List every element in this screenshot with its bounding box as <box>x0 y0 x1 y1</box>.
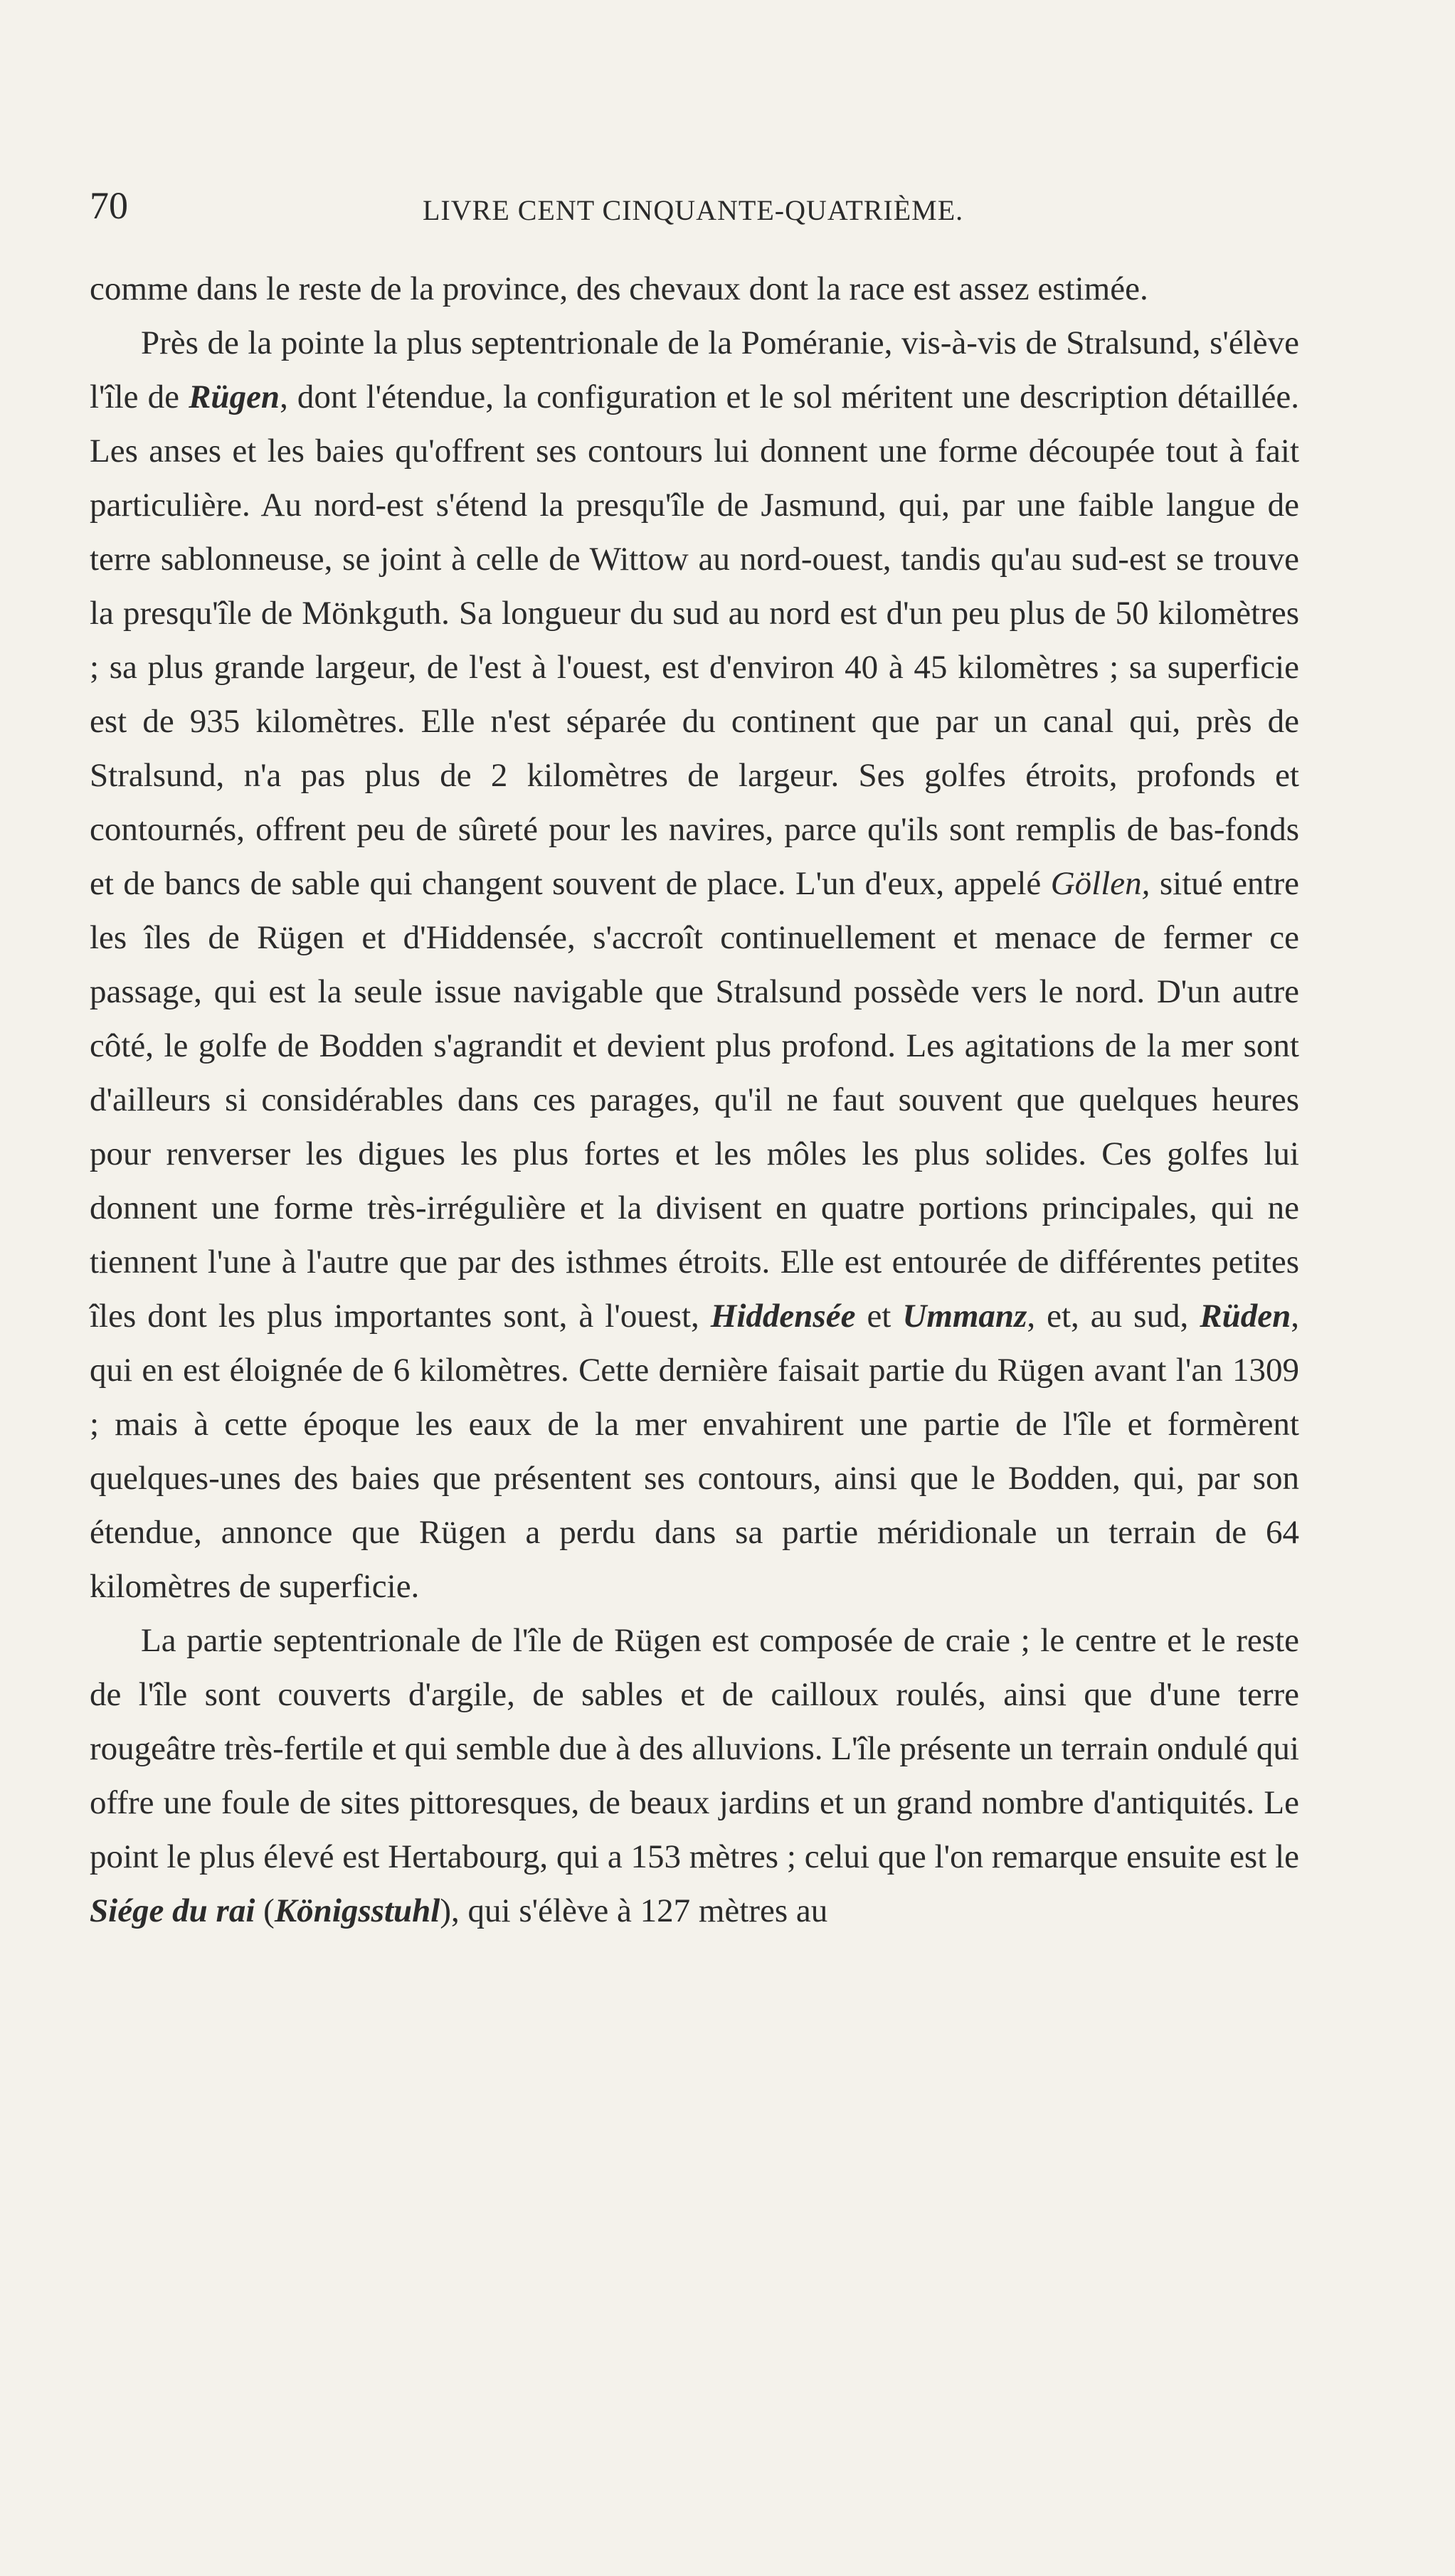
italic-place-name: Königsstuhl <box>274 1892 440 1929</box>
text-span: , qui en est éloignée de 6 kilomètres. Cette dernière faisait partie du Rügen avant l'an 1309 ; mais à cette époque les eaux de la mer envahirent une partie de l'île et formèrent quelques-unes des baies que présentent ses contours, ainsi que le Bodden, qui, par son étendue, annonce que Rügen a perdu dans sa partie méridionale un terrain de 64 kilomètres de superficie. <box>90 1298 1299 1605</box>
italic-place-name: Rüden <box>1200 1298 1291 1335</box>
italic-place-name: Göllen, <box>1050 865 1150 902</box>
text-span: La partie septentrionale de l'île de Rügen est composée de craie ; le centre et le reste de l'île sont couverts d'argile, de sables et de cailloux roulés, ainsi que d'une terre rougeâtre très-fertile et qui semble due à des alluvions. L'île présente un terrain ondulé qui offre une foule de sites pittoresques, de beaux jardins et un grand nombre d'antiquités. Le point le plus élevé est Hertabourg, qui a 153 mètres ; celui que l'on remarque ensuite est le <box>90 1622 1299 1875</box>
text-span: Près de la pointe la plus septentrionale de la Poméranie, vis-à-vis de Stralsund, s'élève l'île de <box>90 324 1299 415</box>
paragraph-2 <box>90 316 1299 1613</box>
body-text <box>90 262 1299 1938</box>
text-span: , et, au sud, <box>1027 1298 1200 1335</box>
page-header <box>90 184 1299 233</box>
text-span: ( <box>255 1892 275 1929</box>
page-number: 70 <box>90 184 128 227</box>
text-span: situé entre les îles de Rügen et d'Hiddensée, s'accroît continuellement et menace de fermer ce passage, qui est la seule issue navigable que Stralsund possède vers le nord. D'un autre côté, le golfe de Bodden s'agrandit et devient plus profond. Les agitations de la mer sont d'ailleurs si considérables dans ces parages, qu'il ne faut souvent que quelques heures pour renverser les digues les plus fortes et les môles les plus solides. Ces golfes lui donnent une forme très-irrégulière et la divisent en quatre portions principales, qui ne tiennent l'une à l'autre que par des isthmes étroits. Elle est entourée de différentes petites îles dont les plus importantes sont, à l'ouest, <box>90 865 1300 1335</box>
text-span: , dont l'étendue, la configuration et le sol méritent une description détaillée. Les anses et les baies qu'offrent ses contours lui donnent une forme découpée tout à fait particulière. Au nord-est s'étend la presqu'île de Jasmund, qui, par une faible langue de terre sablonneuse, se joint à celle de Wittow au nord-ouest, tandis qu'au sud-est se trouve la presqu'île de Mönkguth. Sa longueur du sud au nord est d'un peu plus de 50 kilomètres ; sa plus grande largeur, de l'est à l'ouest, est d'environ 40 à 45 kilomètres ; sa superficie est de 935 kilomètres. Elle n'est séparée du continent que par un canal qui, près de Stralsund, n'a pas plus de 2 kilomètres de largeur. Ses golfes étroits, profonds et contournés, offrent peu de sûreté pour les navires, parce qu'ils sont remplis de bas-fonds et de bancs de sable qui changent souvent de place. L'un d'eux, appelé <box>90 378 1299 902</box>
italic-place-name: Hiddensée <box>710 1298 856 1335</box>
text-span: ), qui s'élève à 127 mètres au <box>440 1892 828 1929</box>
italic-place-name: Ummanz <box>902 1298 1027 1335</box>
italic-place-name: Siége du rai <box>90 1892 255 1929</box>
text-span: comme dans le reste de la province, des chevaux dont la race est assez estimée. <box>90 270 1148 307</box>
paragraph-3 <box>90 1613 1299 1938</box>
italic-place-name: Rügen <box>189 378 280 415</box>
running-head: LIVRE CENT CINQUANTE-QUATRIÈME. <box>423 194 964 226</box>
text-span: et <box>855 1298 903 1335</box>
paragraph-1 <box>90 262 1299 316</box>
